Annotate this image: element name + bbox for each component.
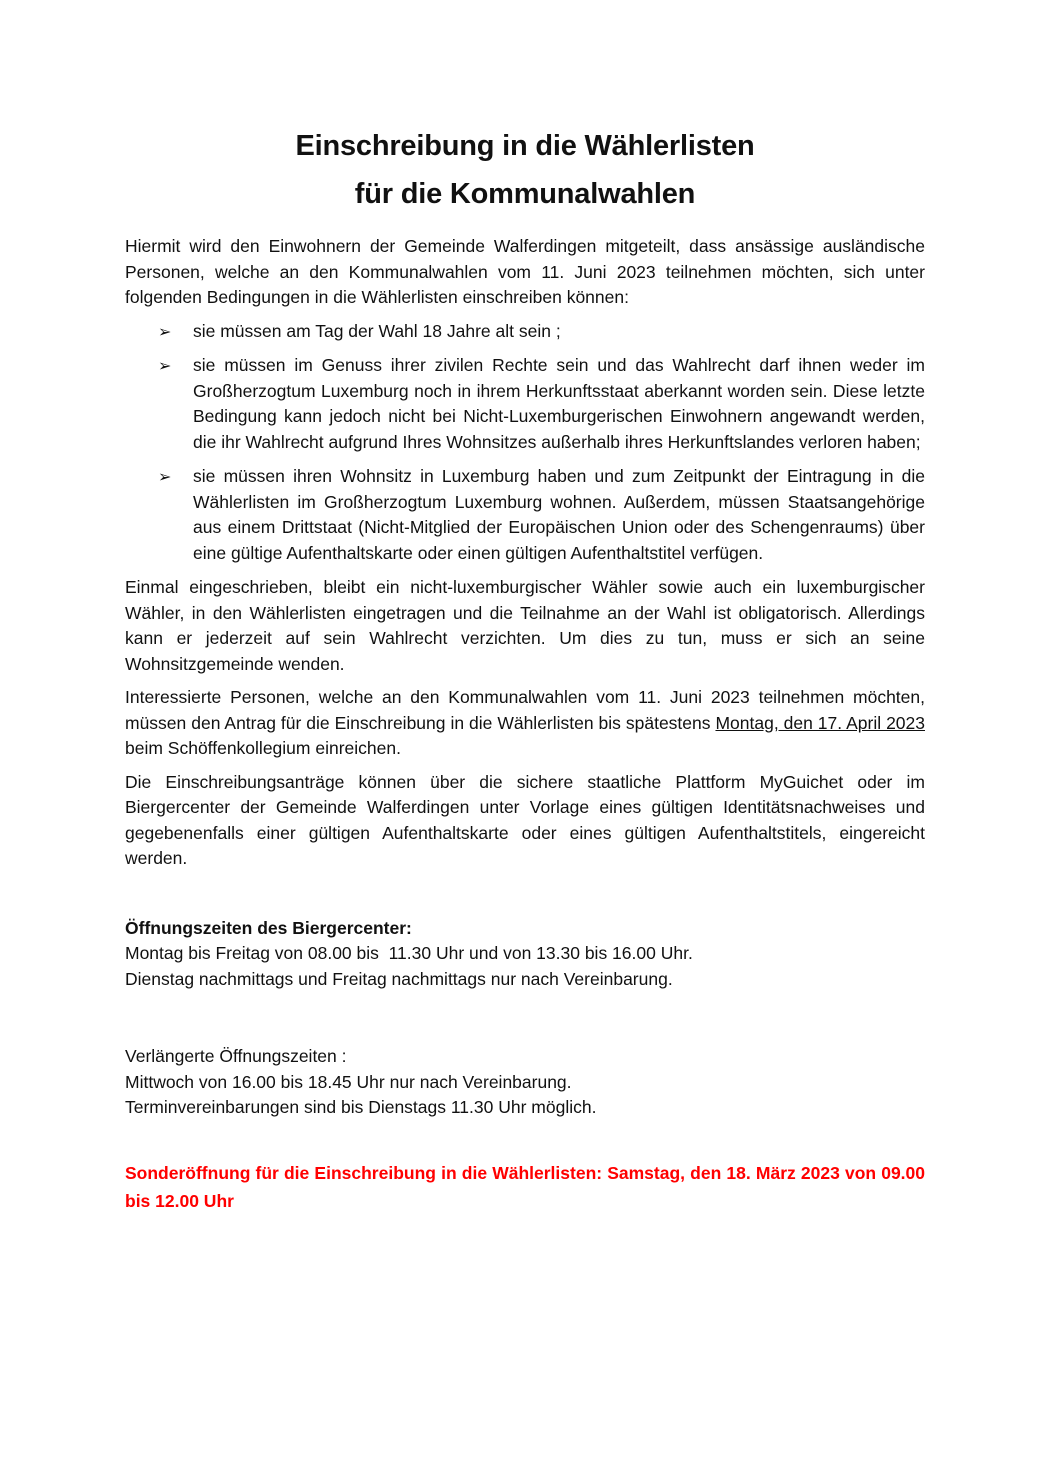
deadline-text-after: beim Schöffenkollegium einreichen. xyxy=(125,738,401,758)
opening-hours-line-appointment: Dienstag nachmittags und Freitag nachmittags nur nach Vereinbarung. xyxy=(125,968,673,989)
extended-hours-heading: Verlängerte Öffnungszeiten : xyxy=(125,1046,347,1066)
registration-paragraph: Einmal eingeschrieben, bleibt ein nicht-luxemburgischer Wähler sowie auch ein luxemburgischer Wähler, in den Wählerlisten eingetragen und die Teilnahme an der Wahl ist obligatorisch. Allerdings kann er jederzeit auf sein Wahlrecht verzichten. Um dies zu tun, muss er sich an seine Wohnsitzgemeinde wenden. xyxy=(125,577,925,674)
bullet-text-civil-rights: sie müssen im Genuss ihrer zivilen Rechte sein und das Wahlrecht darf ihnen weder im Großherzogtum Luxemburg noch in ihrem Herkunftsstaat aberkannt worden sein. Diese letzte Bedingung kann jedoch nicht bei Nicht-Luxemburgerischen Einwohnern angewandt werden, die ihr Wahlrecht aufgrund Ihres Wohnsitzes außerhalb ihres Herkunftslandes verloren haben; xyxy=(193,355,925,452)
opening-hours-section xyxy=(125,916,925,993)
special-opening-notice: Sonderöffnung für die Einschreibung in die Wählerlisten: Samstag, den 18. März 2023 von 09.00 bis 12.00 Uhr xyxy=(125,1162,925,1211)
opening-hours-line-weekdays: Montag bis Freitag von 08.00 bis 11.30 Uhr und von 13.30 bis 16.00 Uhr. xyxy=(125,943,693,963)
page-title-line-1: Einschreibung in die Wählerlisten xyxy=(295,130,755,162)
intro-paragraph: Hiermit wird den Einwohnern der Gemeinde Walferdingen mitgeteilt, dass ansässige ausländische Personen, welche an den Kommunalwahlen vom 11. Juni 2023 teilnehmen möchten, sich unter folgenden Bedingungen in die Wählerlisten einschreiben können: xyxy=(125,236,925,307)
page-title xyxy=(125,122,925,218)
extended-hours-section xyxy=(125,1044,925,1121)
arrow-bullet-icon: ➢ xyxy=(158,467,172,486)
arrow-bullet-icon: ➢ xyxy=(158,356,172,375)
list-item xyxy=(125,319,925,345)
extended-hours-line-wednesday: Mittwoch von 16.00 bis 18.45 Uhr nur nach Vereinbarung. xyxy=(125,1071,572,1092)
deadline-date-underline: Montag, den 17. April 2023 xyxy=(715,712,925,733)
deadline-paragraph xyxy=(125,685,925,762)
bullet-text-age: sie müssen am Tag der Wahl 18 Jahre alt sein ; xyxy=(193,320,561,341)
list-item xyxy=(125,353,925,455)
extended-hours-line-booking: Terminvereinbarungen sind bis Dienstags 11.30 Uhr möglich. xyxy=(125,1097,597,1117)
arrow-bullet-icon: ➢ xyxy=(158,321,172,341)
submission-paragraph: Die Einschreibungsanträge können über die sichere staatliche Plattform MyGuichet oder im Biergercenter der Gemeinde Walferdingen unter Vorlage eines gültigen Identitätsnachweises und gegebenenfalls einer gültigen Aufenthaltskarte oder eines gültigen Aufenthaltstitels, eingereicht werden. xyxy=(125,771,925,868)
eligibility-list xyxy=(125,319,925,567)
page-title-line-2: für die Kommunalwahlen xyxy=(354,178,696,210)
bullet-text-residence: sie müssen ihren Wohnsitz in Luxemburg haben und zum Zeitpunkt der Eintragung in die Wählerlisten im Großherzogtum Luxemburg wohnen. Außerdem, müssen Staatsangehörige aus einem Drittstaat (Nicht-Mitglied der Europäischen Union oder des Schengenraums) über eine gültige Aufenthaltskarte oder einen gültigen Aufenthaltstitel verfügen. xyxy=(193,466,925,563)
opening-hours-heading: Öffnungszeiten des Biergercenter: xyxy=(125,917,412,938)
list-item xyxy=(125,464,925,566)
deadline-text-before: Interessierte Personen, welche an den Kommunalwahlen vom 11. Juni 2023 teilnehmen möchten, müssen den Antrag für die Einschreibung in die Wählerlisten bis spätestens xyxy=(125,687,925,733)
